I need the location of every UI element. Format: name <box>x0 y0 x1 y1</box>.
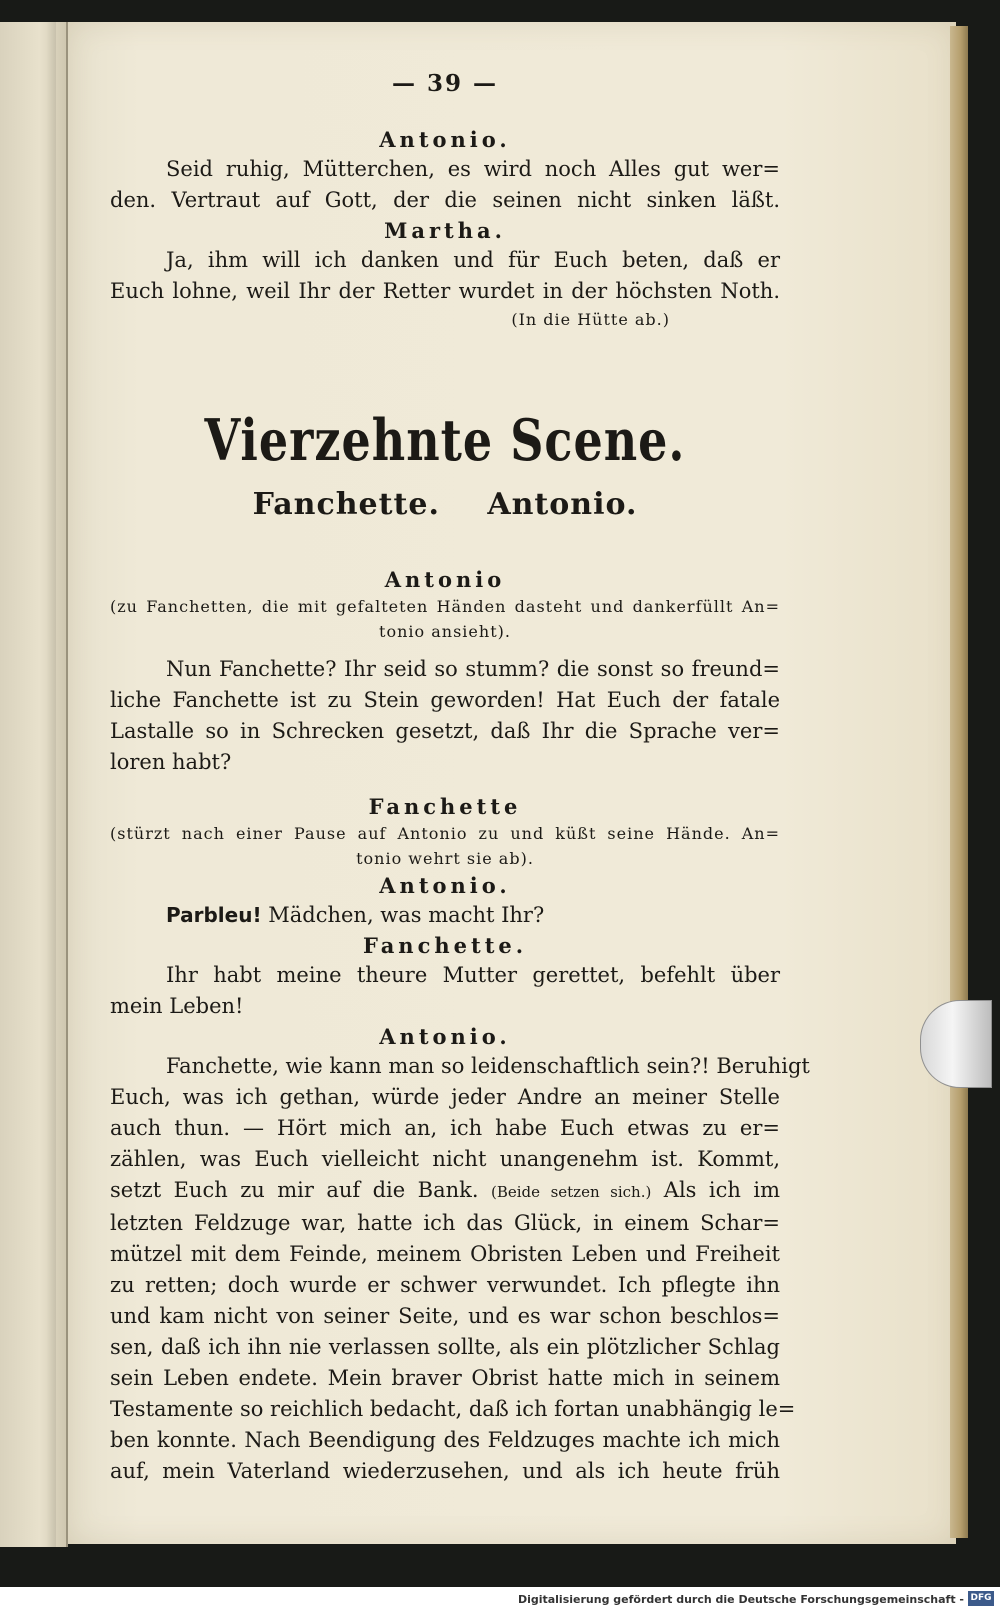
speaker-fanchette: Fanchette. <box>362 933 528 958</box>
text-line: Euch, was ich gethan, würde jeder Andre an meiner Stelle <box>110 1085 780 1109</box>
stage-direction-exit: (In die Hütte ab.) <box>511 310 670 329</box>
page-stack-edge <box>950 26 968 1538</box>
text-line: Euch lohne, weil Ihr der Retter wurdet in der höchsten Noth. <box>110 279 780 303</box>
text-line: Lastalle so in Schrecken gesetzt, daß Ihr die Sprache ver= <box>110 719 780 743</box>
text-line: zu retten; doch wurde er schwer verwundet. Ich pflegte ihn <box>110 1273 780 1297</box>
stage-direction: tonio wehrt sie ab). <box>356 849 534 868</box>
text-line: Ja, ihm will ich danken und für Euch beten, daß er <box>166 248 780 272</box>
text-line: ben konnte. Nach Beendigung des Feldzuges machte ich mich <box>110 1428 780 1452</box>
page-number: — 39 — <box>391 70 499 97</box>
speaker-antonio: Antonio <box>384 567 506 592</box>
text-line <box>110 1175 780 1208</box>
dfg-credit: Digitalisierung gefördert durch die Deutsche Forschungsgemeinschaft - <box>517 1593 964 1606</box>
text-span: Mädchen, was macht Ihr? <box>261 903 545 927</box>
text-line: mein Leben! <box>110 994 244 1018</box>
text-line <box>110 900 780 931</box>
speaker-antonio: Antonio. <box>379 127 511 152</box>
text-line: zählen, was Euch vielleicht nicht unangenehm ist. Kommt, <box>110 1147 780 1171</box>
parbleu-word: Parbleu! <box>166 903 262 927</box>
stage-direction: (zu Fanchetten, die mit gefalteten Händen dasteht und dankerfüllt An= <box>110 597 780 616</box>
text-line: sen, daß ich ihn nie verlassen sollte, als ein plötzlicher Schlag <box>110 1335 780 1359</box>
text-span: Als ich im <box>651 1178 780 1202</box>
text-line: liche Fanchette ist zu Stein geworden! Hat Euch der fatale <box>110 688 780 712</box>
page-turn-tab[interactable] <box>920 1000 992 1088</box>
stage-direction: (stürzt nach einer Pause auf Antonio zu und küßt seine Hände. An= <box>110 824 780 843</box>
text-line: loren habt? <box>110 750 232 774</box>
speaker-antonio: Antonio. <box>379 873 511 898</box>
speaker-antonio: Antonio. <box>379 1024 511 1049</box>
text-line: und kam nicht von seiner Seite, und es war schon beschlos= <box>110 1304 780 1328</box>
text-line: auch thun. — Hört mich an, ich habe Euch etwas zu er= <box>110 1116 780 1140</box>
text-line: Seid ruhig, Mütterchen, es wird noch Alles gut wer= <box>166 157 780 181</box>
speaker-martha: Martha. <box>384 218 506 243</box>
footer-bar <box>0 1587 1000 1609</box>
text-line: letzten Feldzuge war, hatte ich das Glück, in einem Schar= <box>110 1211 780 1235</box>
text-line: Nun Fanchette? Ihr seid so stumm? die sonst so freund= <box>166 657 780 681</box>
text-line: sein Leben endete. Mein braver Obrist hatte mich in seinem <box>110 1366 780 1390</box>
page-content <box>110 70 810 1487</box>
text-line: den. Vertraut auf Gott, der die seinen nicht sinken läßt. <box>110 188 780 212</box>
text-line: Ihr habt meine theure Mutter gerettet, befehlt über <box>166 963 780 987</box>
text-span: setzt Euch zu mir auf die Bank. <box>110 1178 491 1202</box>
text-line: auf, mein Vaterland wiederzusehen, und als ich heute früh <box>110 1459 780 1483</box>
stage-direction-inline: (Beide setzen sich.) <box>491 1183 652 1201</box>
left-page-edge <box>0 22 68 1547</box>
text-line: Testamente so reichlich bedacht, daß ich fortan unabhängig le= <box>110 1397 796 1421</box>
scene-characters: Fanchette. Antonio. <box>252 487 638 522</box>
speaker-fanchette: Fanchette <box>368 794 522 819</box>
scene-title: Vierzehnte Scene. <box>204 406 686 474</box>
text-line: Fanchette, wie kann man so leidenschaftlich sein?! Beruhigt <box>166 1054 810 1078</box>
text-line: mützel mit dem Feinde, meinem Obristen Leben und Freiheit <box>110 1242 780 1266</box>
stage-direction: tonio ansieht). <box>379 622 511 641</box>
dfg-logo: DFG <box>968 1591 994 1606</box>
